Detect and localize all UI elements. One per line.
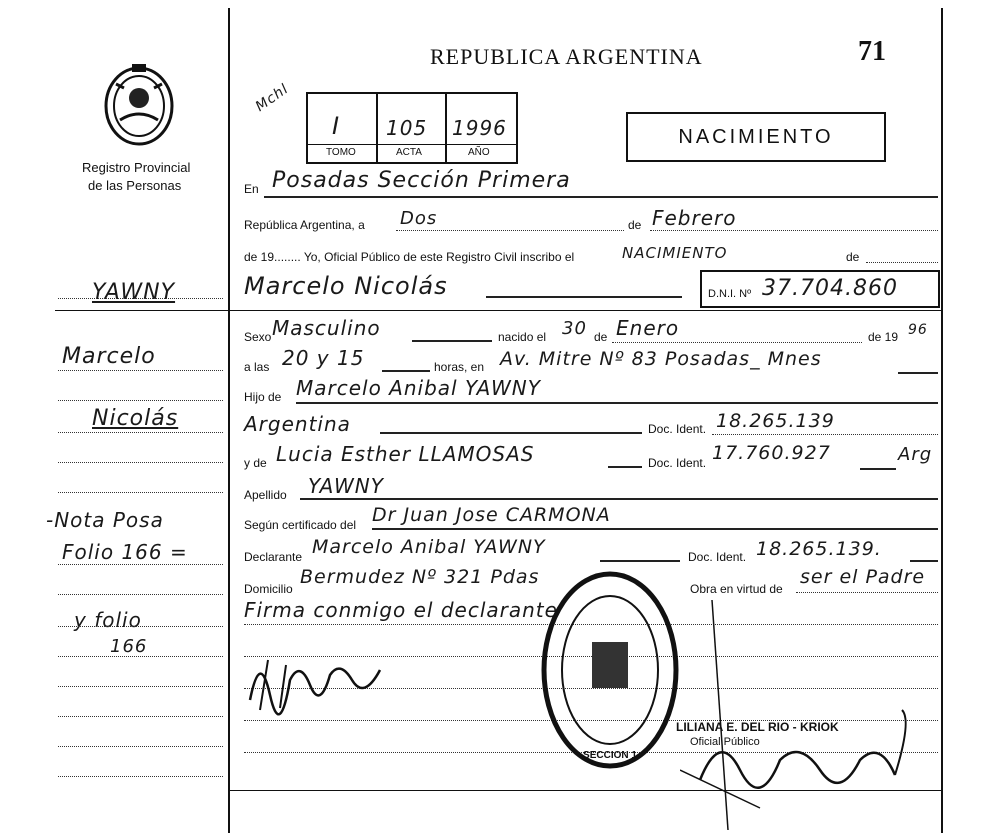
margin-line [58,716,223,717]
y-de-label: y de [244,456,267,470]
margin-line [58,462,223,463]
doc-label-2: Doc. Ident. [648,456,707,470]
anio-label: AÑO [468,147,490,158]
nacido-label: nacido el [498,330,547,344]
republica-label: República Argentina, a [244,218,365,232]
official-title: Oficial Público [690,736,760,748]
obra-label: Obra en virtud de [690,582,783,596]
margin-note-1: -Nota Posa [46,508,164,532]
acta-label: ACTA [396,147,422,158]
margin-first-name: Marcelo [62,344,156,369]
form-rule [650,230,938,231]
firma-text: Firma conmigo el declarante [244,598,558,622]
de-label: de [628,218,642,232]
margin-line [58,400,223,401]
sexo-value: Masculino [272,316,381,340]
mother-doc: 17.760.927 [712,442,831,464]
en-label: En [244,182,259,196]
margin-line [58,594,223,595]
form-rule [866,262,938,263]
de-label-2: de [846,250,860,264]
initials-scribble: Mchl [252,80,292,116]
margin-second-name: Nicolás [92,406,179,431]
domicilio-value: Bermudez Nº 321 Pdas [300,566,540,588]
form-rule [600,560,680,562]
registry-name-1: Registro Provincial [82,160,191,175]
registry-statement: de 19........ Yo, Oficial Público de este Registro Civil inscribo el [244,250,575,264]
child-name: Marcelo Nicolás [244,272,448,300]
form-rule [796,592,938,593]
margin-line [58,656,223,657]
de-label-3: de [594,330,608,344]
provincial-seal [102,58,176,148]
margin-line [58,370,223,371]
page-number: 71 [858,36,886,67]
form-rule [296,402,938,404]
declarante-doc: 18.265.139. [756,538,882,560]
form-rule [612,342,862,343]
hijo-label: Hijo de [244,390,282,404]
de-label-4: de 19 [868,330,899,344]
margin-line [58,776,223,777]
form-rule [396,230,624,231]
doc-type-box [626,112,886,162]
margin-line [58,492,223,493]
declarante-label: Declarante [244,550,303,564]
form-rule [372,528,938,530]
a-las-label: a las [244,360,270,374]
registry-name-2: de las Personas [88,178,182,193]
form-rule [382,370,430,372]
place-value: Av. Mitre Nº 83 Posadas_ Mnes [500,348,822,370]
declarante-value: Marcelo Anibal YAWNY [312,536,546,558]
dni-label: D.N.I. Nº [708,288,752,300]
country-title: REPUBLICA ARGENTINA [430,44,703,69]
section-divider [55,310,942,311]
form-rule [608,466,642,468]
month-value: Febrero [652,206,737,230]
city-value: Posadas Sección Primera [272,168,571,193]
doc-label-1: Doc. Ident. [648,422,707,436]
form-rule [300,498,938,500]
margin-line [58,298,223,299]
anio-value: 1996 [452,116,507,140]
margin-note-4: 166 [110,636,148,657]
form-rule [712,434,938,435]
stamp-diagonal-line [710,600,730,830]
right-border [941,8,943,833]
record-table [306,92,518,164]
margin-line [58,432,223,433]
margin-line [58,626,223,627]
tomo-label: TOMO [326,147,356,158]
form-rule [910,560,938,562]
cert-label: Según certificado del [244,518,357,532]
birth-month: Enero [616,316,680,340]
apellido-value: YAWNY [308,474,384,498]
dni-value: 37.704.860 [762,276,898,301]
doc-type-label: NACIMIENTO [678,125,834,148]
form-rule [898,372,938,374]
father-name: Marcelo Anibal YAWNY [296,376,541,400]
form-rule [264,196,938,198]
father-doc: 18.265.139 [716,410,835,432]
margin-line [58,686,223,687]
official-name: LILIANA E. DEL RIO - KRIOK [676,720,839,734]
margin-note-3: y folio [74,608,142,632]
doc-label-3: Doc. Ident. [688,550,747,564]
declarant-signature [240,640,390,720]
hour-value: 20 y 15 [282,346,365,370]
left-column-border [228,8,230,833]
birth-day: 30 [562,318,587,339]
acta-value: 105 [386,116,428,140]
sexo-label: Sexo [244,330,272,344]
father-nationality: Argentina [244,412,351,436]
cert-value: Dr Juan Jose CARMONA [372,504,611,526]
birth-year: 96 [908,322,928,338]
horas-label: horas, en [434,360,485,374]
apellido-label: Apellido [244,488,287,502]
act-value: NACIMIENTO [622,244,728,262]
domicilio-label: Domicilio [244,582,293,596]
stamp-bottom-text: SECCION 1 [583,750,637,761]
form-rule [860,468,896,470]
margin-line [58,746,223,747]
mother-name: Lucia Esther LLAMOSAS [276,442,535,466]
obra-value: ser el Padre [800,566,926,588]
day-value: Dos [400,208,438,229]
margin-note-2: Folio 166 = [62,540,188,564]
margin-line [58,564,223,565]
form-rule [380,432,642,434]
official-stamp [540,570,680,770]
form-rule [412,340,492,342]
tomo-value: I [332,112,341,140]
mother-nationality: Arg [898,444,933,465]
form-rule [486,296,682,298]
margin-surname: YAWNY [92,280,176,305]
